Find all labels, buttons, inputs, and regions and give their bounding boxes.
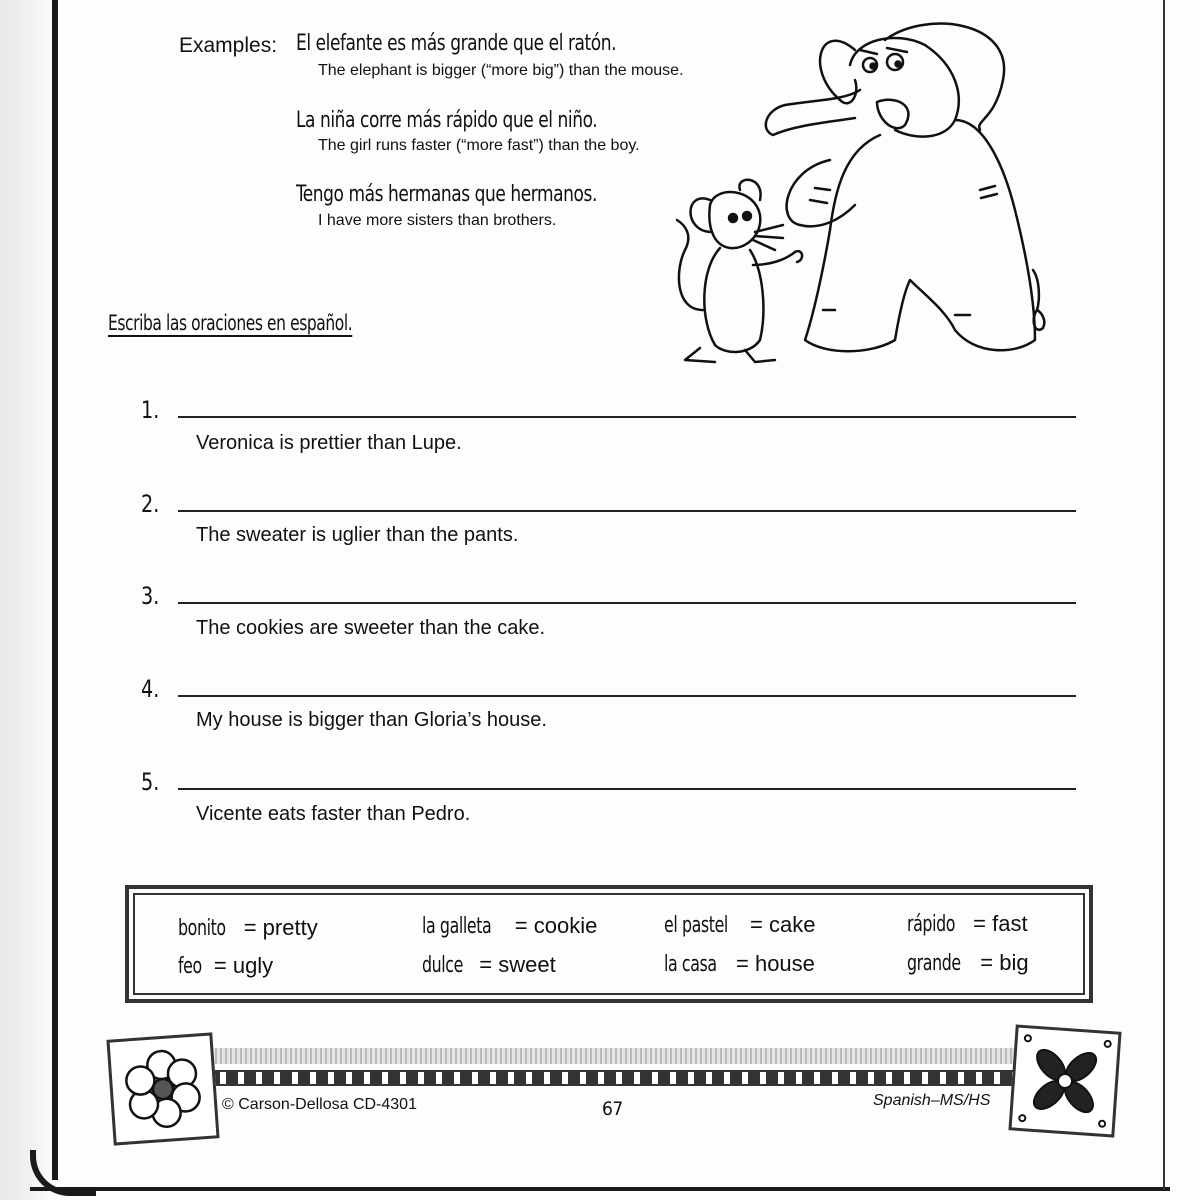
exercise-prompt: Veronica is prettier than Lupe. bbox=[196, 432, 462, 454]
vocab-english: cookie bbox=[533, 913, 598, 938]
footer-copyright: © Carson-Dellosa CD-4301 bbox=[222, 1096, 417, 1113]
vocabulary-box-inner bbox=[133, 893, 1085, 995]
footer-checker-strip bbox=[190, 1070, 1030, 1086]
answer-line-5[interactable] bbox=[178, 788, 1076, 790]
mouse-body bbox=[704, 248, 763, 352]
mouse-tail bbox=[677, 220, 703, 310]
footer-decorative-band bbox=[190, 1048, 1030, 1088]
vocab-english: big bbox=[999, 950, 1029, 975]
answer-line-2[interactable] bbox=[178, 510, 1076, 512]
vocab-english: ugly bbox=[232, 953, 274, 978]
vocab-spanish: bonito bbox=[178, 916, 226, 941]
vocab-spanish: feo bbox=[178, 954, 202, 979]
exercise-number: 2. bbox=[141, 490, 160, 518]
elephant-body bbox=[805, 120, 1035, 351]
mouse-ear-right bbox=[739, 180, 760, 200]
exercise-number: 5. bbox=[141, 768, 160, 796]
elephant-mouth bbox=[877, 100, 908, 128]
propeller-flower-icon bbox=[1012, 1028, 1119, 1135]
flower-corner-right bbox=[1008, 1024, 1121, 1137]
answer-line-1[interactable] bbox=[178, 416, 1076, 418]
mouse-ear-left bbox=[690, 198, 710, 232]
elephant-mouse-illustration bbox=[655, 10, 1055, 370]
vocab-spanish: dulce bbox=[422, 953, 463, 978]
exercise-prompt: My house is bigger than Gloria’s house. bbox=[196, 709, 547, 731]
vocab-item: grande = big bbox=[907, 950, 1029, 976]
vocab-spanish: rápido bbox=[907, 912, 956, 937]
exercise-number: 3. bbox=[141, 582, 160, 610]
vocab-spanish: grande bbox=[907, 951, 961, 976]
vocabulary-box bbox=[125, 885, 1093, 1003]
example-1-spanish: El elefante es más grande que el ratón. bbox=[296, 31, 617, 56]
instruction-heading: Escriba las oraciones en español. bbox=[108, 311, 353, 335]
answer-line-3[interactable] bbox=[178, 602, 1076, 604]
mouse-arm bbox=[753, 252, 795, 265]
exercise-prompt: The sweater is uglier than the pants. bbox=[196, 524, 519, 546]
footer-dotted-strip bbox=[190, 1048, 1030, 1064]
exercise-number: 4. bbox=[141, 675, 160, 703]
example-3-english: I have more sisters than brothers. bbox=[318, 212, 557, 229]
exercise-prompt: The cookies are sweeter than the cake. bbox=[196, 617, 546, 639]
footer-subject: Spanish–MS/HS bbox=[873, 1092, 991, 1109]
vocab-item: dulce = sweet bbox=[422, 952, 556, 978]
spine-line bbox=[52, 0, 58, 1180]
exercise-prompt: Vicente eats faster than Pedro. bbox=[196, 803, 471, 825]
vocab-item: el pastel = cake bbox=[664, 912, 816, 938]
vocab-item: la galleta = cookie bbox=[422, 913, 598, 939]
vocab-english: house bbox=[754, 951, 815, 976]
vocab-english: fast bbox=[992, 911, 1028, 936]
vocab-spanish: la galleta bbox=[422, 914, 492, 939]
footer-page-number: 67 bbox=[602, 1098, 623, 1120]
elephant-trunk bbox=[766, 90, 860, 135]
right-rule bbox=[1163, 0, 1165, 1190]
vocab-english: cake bbox=[769, 912, 816, 937]
vocab-item: rápido = fast bbox=[907, 911, 1028, 937]
examples-label: Examples: bbox=[179, 34, 278, 57]
vocab-item: la casa = house bbox=[664, 951, 815, 977]
example-3-spanish: Tengo más hermanas que hermanos. bbox=[296, 182, 597, 207]
flower-icon bbox=[110, 1036, 217, 1143]
example-2-english: The girl runs faster (“more fast”) than the boy. bbox=[318, 137, 640, 154]
exercise-number: 1. bbox=[141, 396, 160, 424]
vocab-english: sweet bbox=[498, 952, 556, 977]
vocab-english: pretty bbox=[262, 915, 318, 940]
vocab-item: feo = ugly bbox=[178, 953, 274, 979]
vocab-item: bonito = pretty bbox=[178, 915, 318, 941]
vocab-spanish: la casa bbox=[664, 952, 717, 977]
bottom-rule bbox=[30, 1187, 1170, 1191]
answer-line-4[interactable] bbox=[178, 695, 1076, 697]
flower-corner-left bbox=[106, 1032, 219, 1145]
example-2-spanish: La niña corre más rápido que el niño. bbox=[296, 108, 598, 133]
vocab-spanish: el pastel bbox=[664, 913, 728, 938]
example-1-english: The elephant is bigger (“more big”) than the mouse. bbox=[318, 62, 684, 79]
